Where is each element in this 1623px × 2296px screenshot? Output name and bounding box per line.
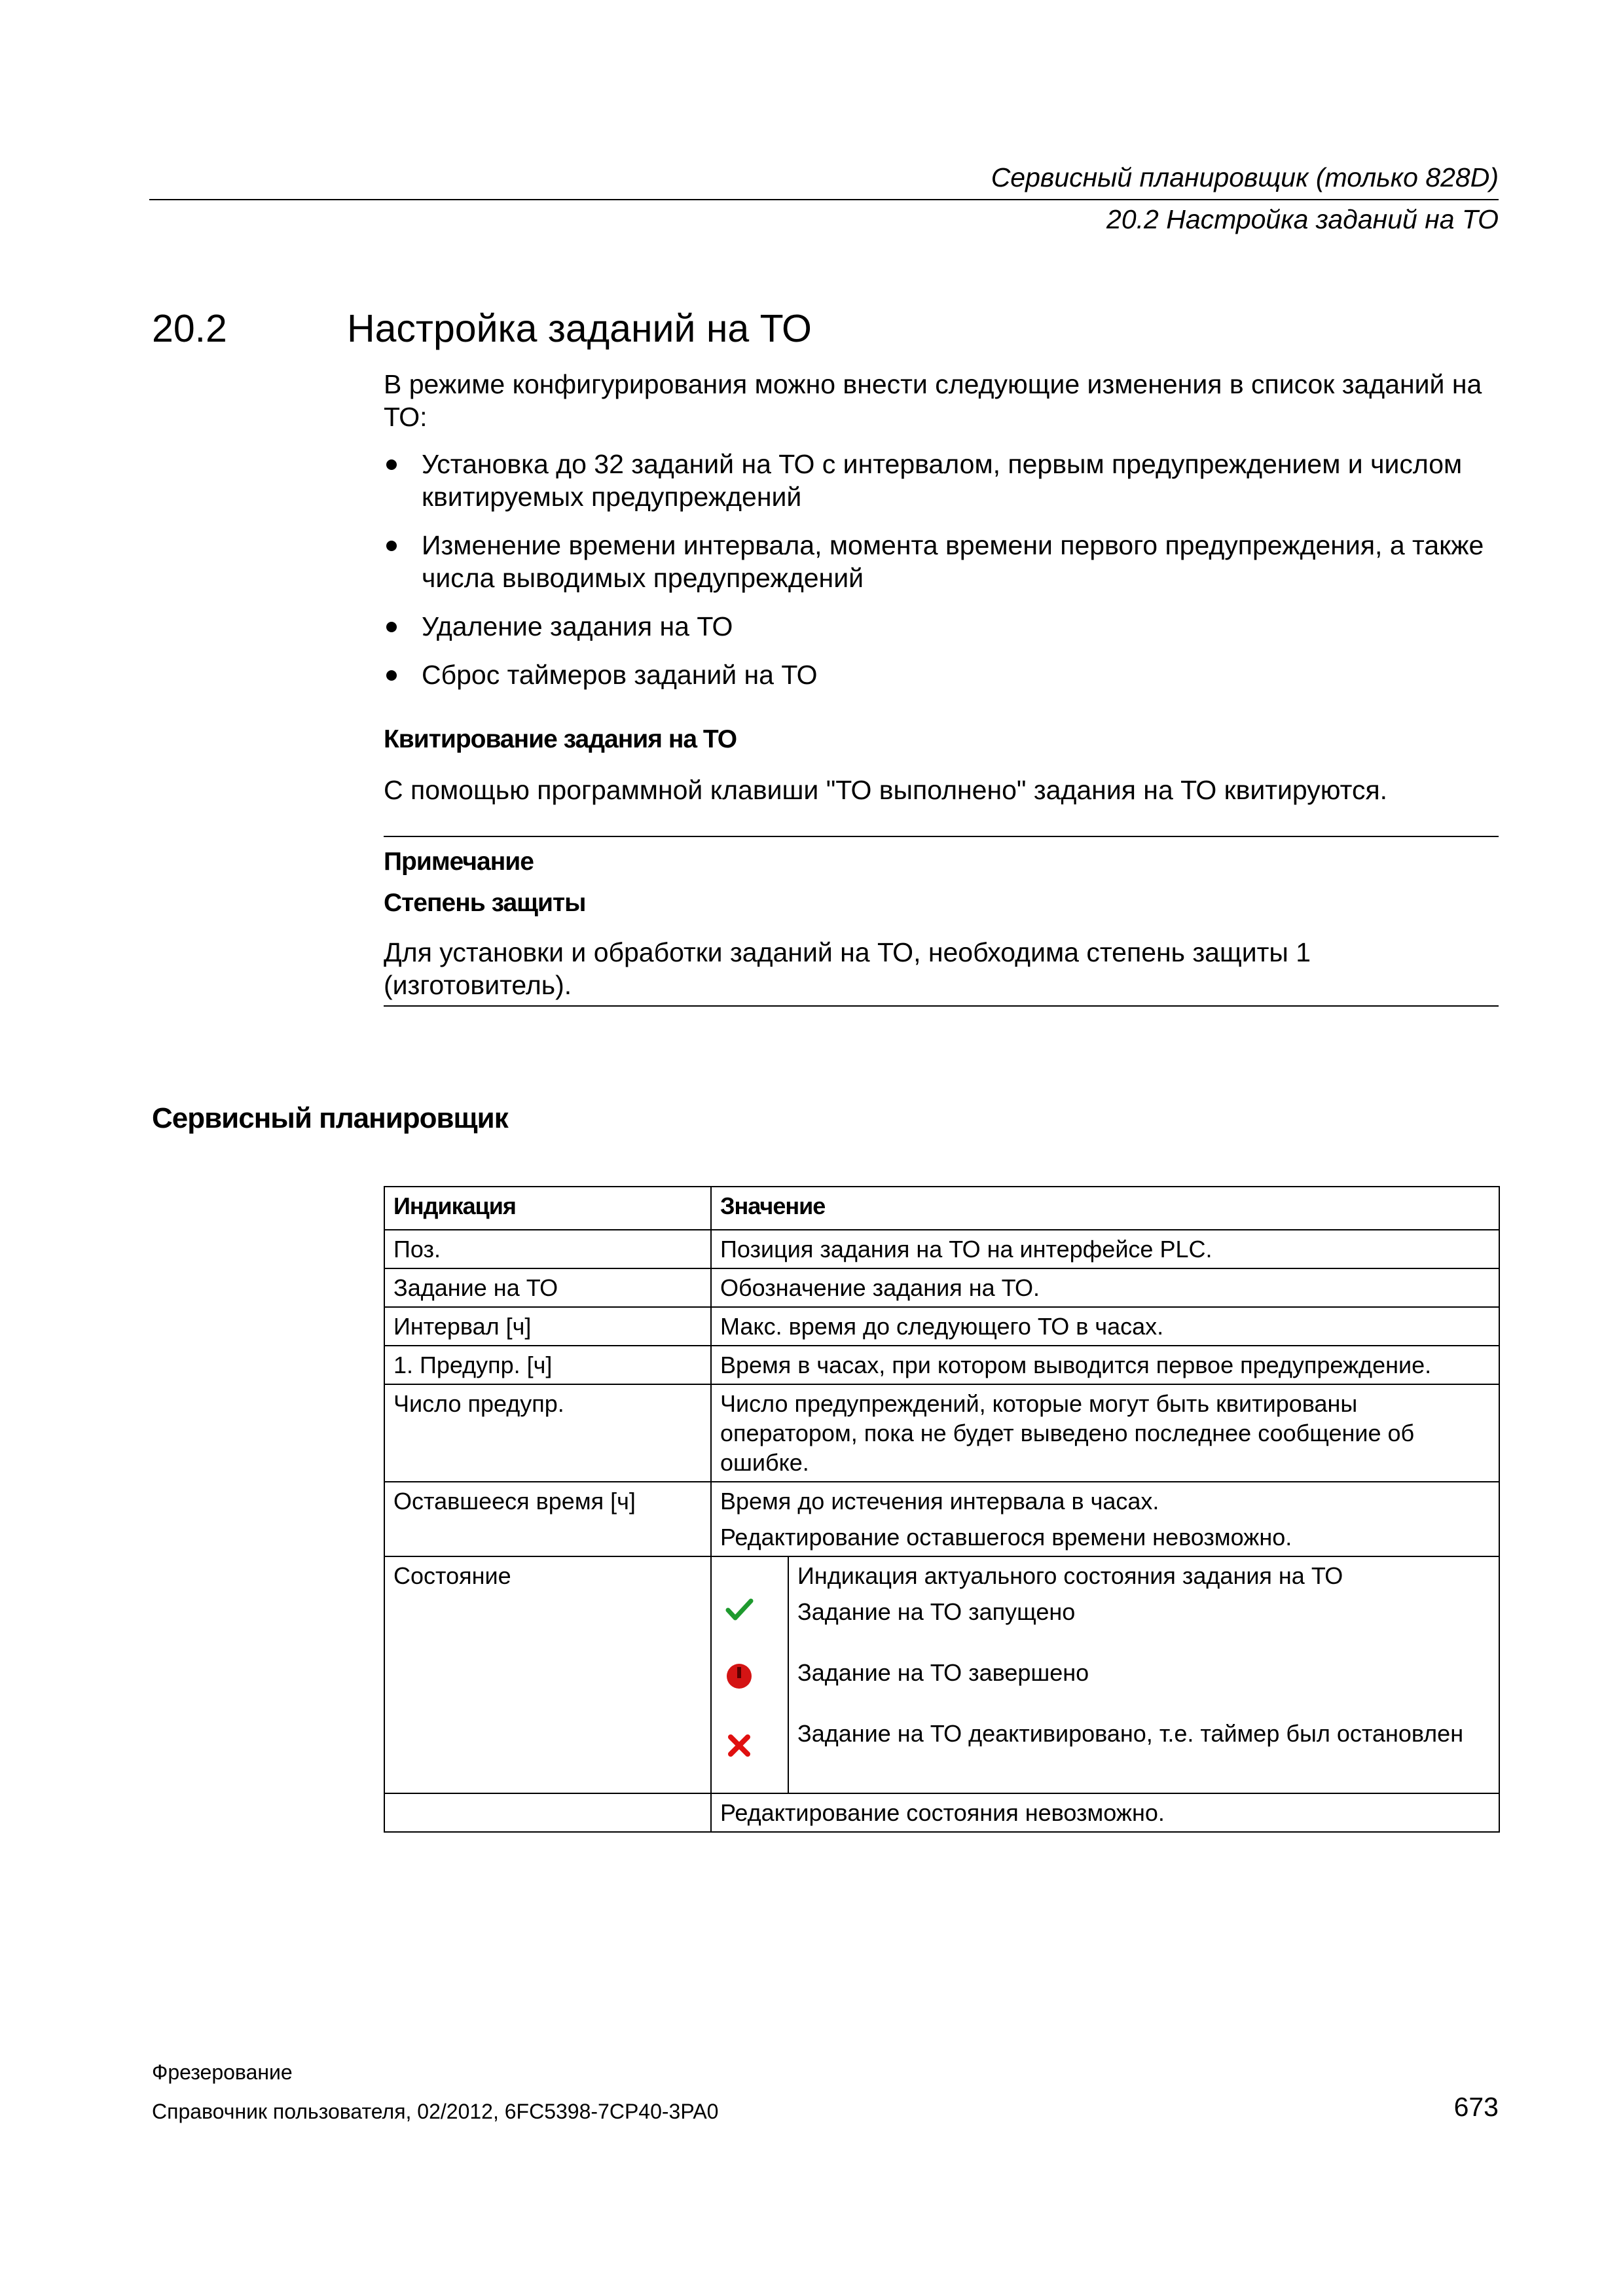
status-started-text: Задание на ТО запущено bbox=[797, 1598, 1076, 1625]
table-cell-value: Редактирование состояния невозможно. bbox=[711, 1793, 1499, 1832]
table-cell-key: Интервал [ч] bbox=[384, 1307, 711, 1346]
status-intro: Индикация актуального состояния задания на ТО bbox=[797, 1562, 1343, 1589]
intro-paragraph: В режиме конфигурирования можно внести следующие изменения в список заданий на ТО: bbox=[384, 369, 1482, 432]
remaining-time-text: Время до истечения интервала в часах. bbox=[720, 1488, 1159, 1515]
table-header-indication: Индикация bbox=[384, 1187, 711, 1230]
table-row-status bbox=[384, 1556, 1499, 1793]
table-cell-key: 1. Предупр. [ч] bbox=[384, 1346, 711, 1384]
table-cell-value: Обозначение задания на ТО. bbox=[711, 1268, 1499, 1307]
indication-table bbox=[384, 1186, 1500, 1833]
change-list bbox=[384, 448, 1497, 707]
table-row bbox=[384, 1482, 1499, 1556]
table-cell-value bbox=[711, 1482, 1499, 1556]
table-cell-key: Оставшееся время [ч] bbox=[384, 1482, 711, 1556]
table-row bbox=[384, 1793, 1499, 1832]
table-cell-key: Число предупр. bbox=[384, 1384, 711, 1482]
table-row bbox=[384, 1230, 1499, 1268]
table-header-row bbox=[384, 1187, 1499, 1230]
table-cell-value: Макс. время до следующего ТО в часах. bbox=[711, 1307, 1499, 1346]
table-cell-value: Число предупреждений, которые могут быть квитированы оператором, пока не будет выведено последнее сообщение об ошибке. bbox=[711, 1384, 1499, 1482]
acknowledge-heading: Квитирование задания на ТО bbox=[384, 725, 737, 753]
table-cell-value: Позиция задания на ТО на интерфейсе PLC. bbox=[711, 1230, 1499, 1268]
table-header-meaning: Значение bbox=[711, 1187, 1499, 1230]
remaining-edit-note: Редактирование оставшегося времени невозможно. bbox=[720, 1524, 1292, 1551]
red-cross-icon bbox=[725, 1731, 754, 1760]
list-item: Сброс таймеров заданий на ТО bbox=[384, 658, 1497, 691]
running-header-section: 20.2 Настройка заданий на ТО bbox=[1106, 204, 1499, 234]
list-item: Изменение времени интервала, момента времени первого предупреждения, а также числа выводимых предупреждений bbox=[384, 529, 1497, 594]
table-row bbox=[384, 1307, 1499, 1346]
list-item: Удаление задания на ТО bbox=[384, 610, 1497, 643]
note-top-rule bbox=[384, 836, 1499, 837]
status-finished-text: Задание на ТО завершено bbox=[797, 1659, 1089, 1686]
list-item: Установка до 32 заданий на ТО с интервалом, первым предупреждением и числом квитируемых предупреждений bbox=[384, 448, 1497, 513]
note-text: Для установки и обработки заданий на ТО, необходима степень защиты 1 (изготовитель). bbox=[384, 937, 1311, 1000]
table-cell-key: Состояние bbox=[384, 1556, 711, 1793]
table-row bbox=[384, 1346, 1499, 1384]
status-deactivated-text: Задание на ТО деактивировано, т.е. таймер был остановлен bbox=[797, 1720, 1464, 1747]
footer-product: Фрезерование bbox=[152, 2060, 293, 2084]
table-cell-key: Поз. bbox=[384, 1230, 711, 1268]
note-heading: Степень защиты bbox=[384, 889, 586, 917]
section-title: Настройка заданий на ТО bbox=[347, 307, 812, 350]
status-icon-column bbox=[711, 1556, 788, 1793]
acknowledge-text: С помощью программной клавиши "ТО выполнено" задания на ТО квитируются. bbox=[384, 775, 1388, 805]
note-label: Примечание bbox=[384, 848, 534, 876]
page-number: 673 bbox=[1453, 2092, 1499, 2122]
table-cell-key bbox=[384, 1793, 711, 1832]
planner-heading: Сервисный планировщик bbox=[152, 1102, 508, 1134]
running-header-chapter: Сервисный планировщик (только 828D) bbox=[991, 162, 1499, 192]
running-header-rule bbox=[149, 199, 1499, 200]
table-row bbox=[384, 1384, 1499, 1482]
section-number: 20.2 bbox=[152, 307, 227, 350]
green-check-icon bbox=[725, 1595, 754, 1624]
footer-manual-info: Справочник пользователя, 02/2012, 6FC5398-7CP40-3PA0 bbox=[152, 2100, 719, 2123]
table-cell-value: Время в часах, при котором выводится первое предупреждение. bbox=[711, 1346, 1499, 1384]
table-row bbox=[384, 1268, 1499, 1307]
table-cell-key: Задание на ТО bbox=[384, 1268, 711, 1307]
status-description-cell bbox=[788, 1556, 1499, 1793]
red-stop-icon bbox=[725, 1662, 754, 1691]
note-bottom-rule bbox=[384, 1005, 1499, 1007]
